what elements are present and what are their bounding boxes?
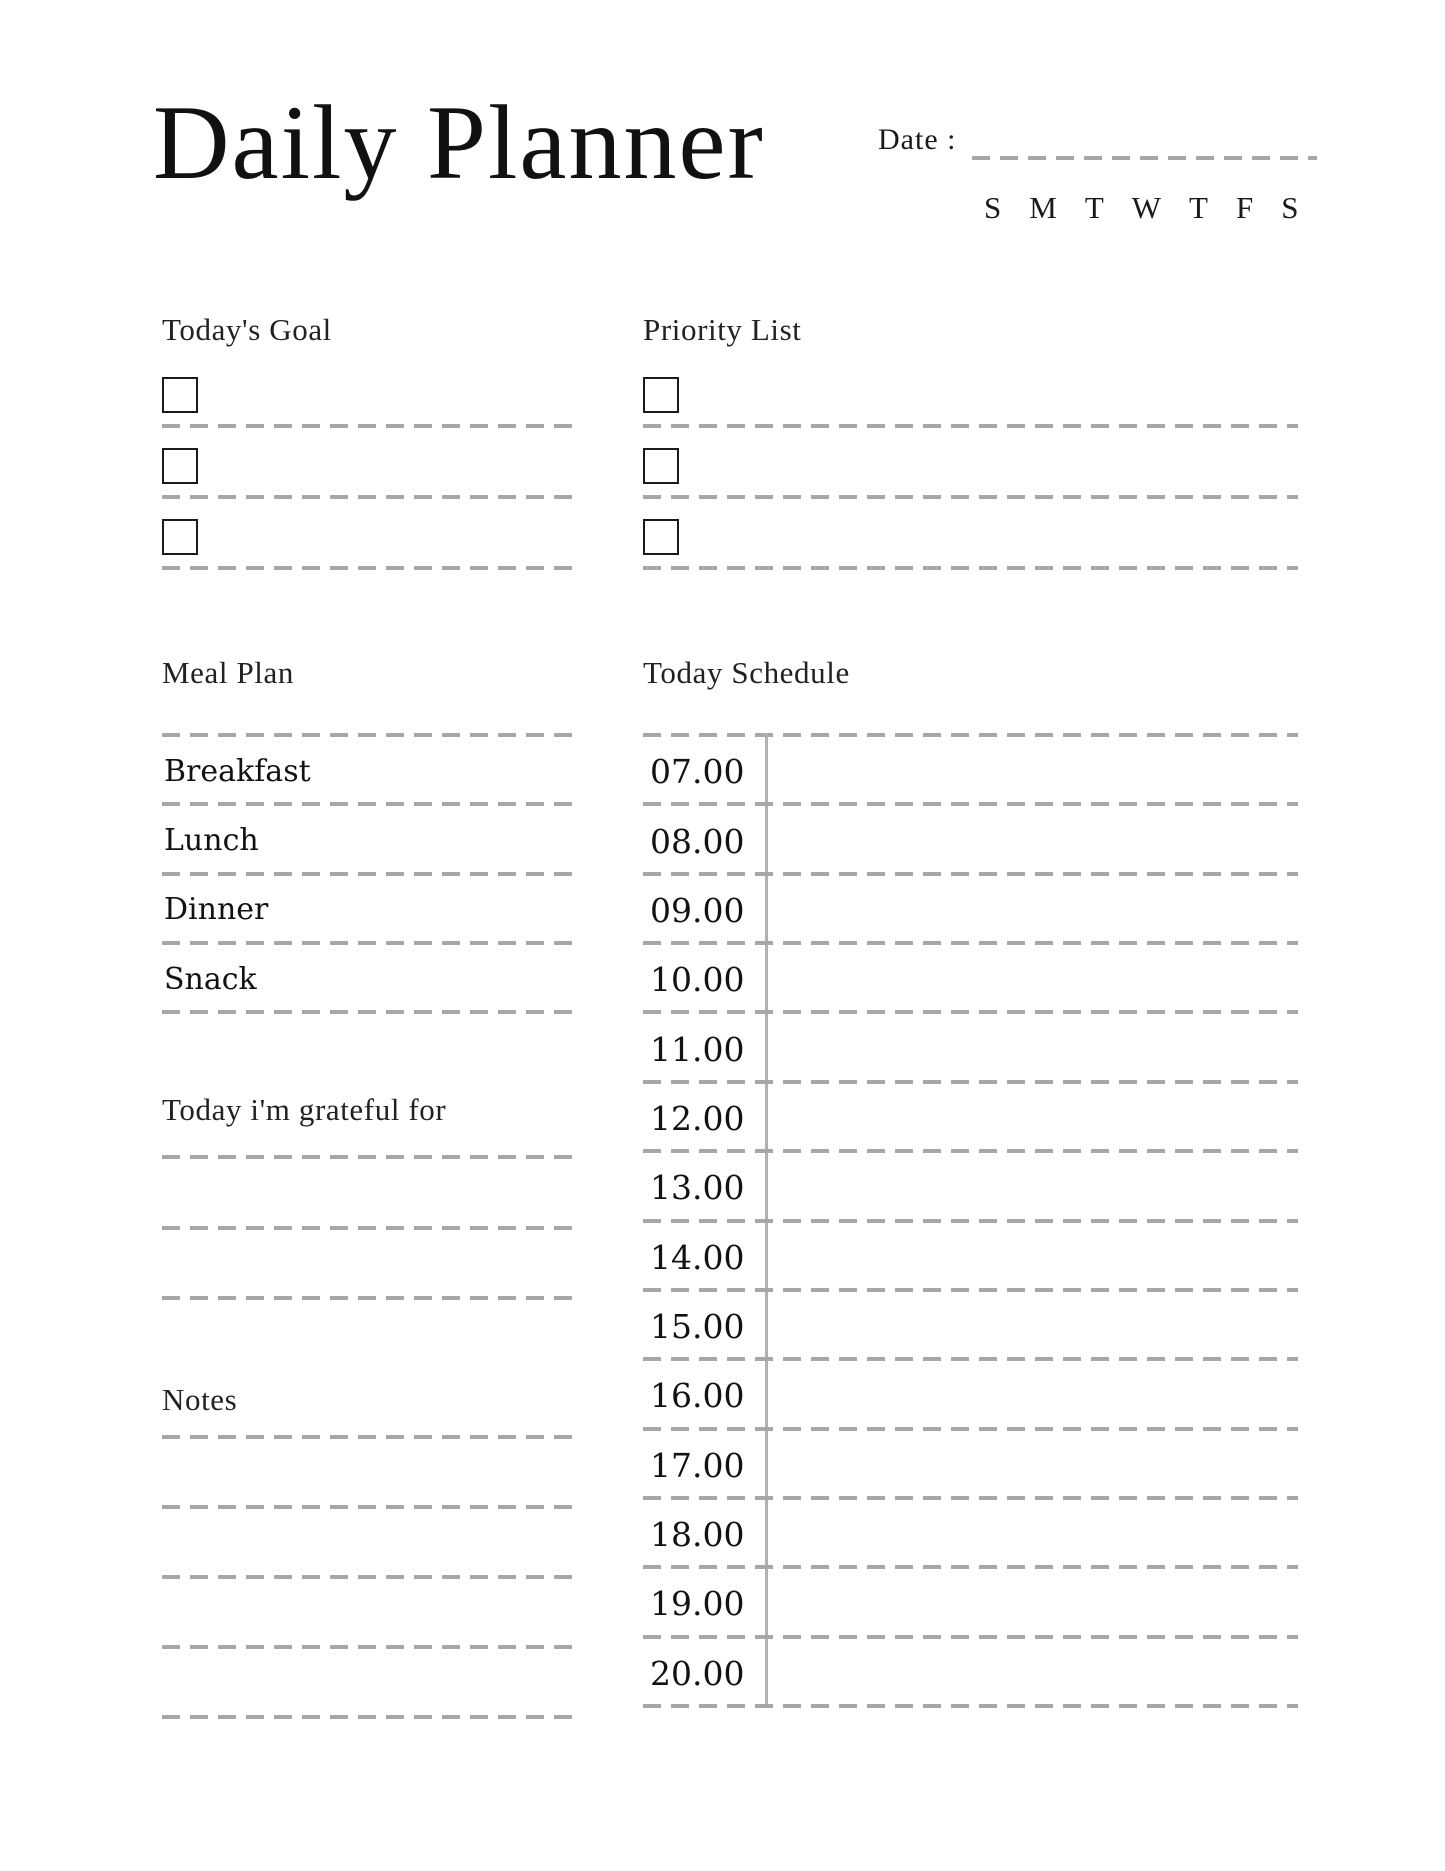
priority-list-section [643, 312, 1298, 589]
schedule-row-line [643, 1704, 1298, 1708]
notes-section [162, 1382, 577, 1719]
schedule-row[interactable] [643, 1431, 1298, 1500]
schedule-row[interactable] [643, 1292, 1298, 1361]
todays-goal-title: Today's Goal [162, 312, 332, 347]
time-label: 12.00 [650, 1098, 745, 1138]
schedule-grid [643, 733, 1298, 1708]
schedule-row[interactable] [643, 1500, 1298, 1569]
time-label: 13.00 [650, 1168, 745, 1208]
notes-lines [162, 1435, 577, 1719]
notes-fill-in-line[interactable] [162, 1715, 577, 1719]
priority-row [643, 448, 1298, 519]
date-label: Date : [878, 123, 957, 156]
grateful-title: Today i'm grateful for [162, 1092, 447, 1127]
page-title: Daily Planner [153, 84, 765, 201]
goal-fill-in-line[interactable] [162, 495, 577, 499]
notes-fill-in-line[interactable] [162, 1645, 577, 1649]
goal-fill-in-line[interactable] [162, 566, 577, 570]
meal-rows [162, 733, 577, 1014]
notes-fill-in-line[interactable] [162, 1435, 577, 1439]
priority-row [643, 377, 1298, 448]
priority-list-title: Priority List [643, 312, 802, 347]
goal-row [162, 377, 577, 448]
meal-label: Dinner [164, 892, 269, 928]
weekday-selector [984, 192, 1298, 223]
priority-rows [643, 377, 1298, 589]
goal-fill-in-line[interactable] [162, 424, 577, 428]
time-label: 20.00 [650, 1653, 745, 1693]
day-letter[interactable]: S [984, 190, 1002, 225]
todays-goal-section [162, 312, 577, 589]
grateful-fill-in-line[interactable] [162, 1226, 577, 1230]
priority-fill-in-line[interactable] [643, 495, 1298, 499]
grateful-fill-in-line[interactable] [162, 1155, 577, 1159]
schedule-row[interactable] [643, 1223, 1298, 1292]
schedule-row[interactable] [643, 737, 1298, 806]
meal-row [162, 737, 577, 806]
time-label: 11.00 [650, 1029, 745, 1069]
schedule-row[interactable] [643, 1153, 1298, 1222]
date-fill-in-line[interactable] [972, 156, 1317, 160]
day-letter[interactable]: M [1029, 190, 1057, 225]
time-label: 19.00 [650, 1584, 745, 1624]
priority-checkbox[interactable] [643, 519, 679, 555]
time-label: 10.00 [650, 960, 745, 1000]
priority-fill-in-line[interactable] [643, 566, 1298, 570]
goal-row [162, 448, 577, 519]
goal-rows [162, 377, 577, 589]
schedule-row[interactable] [643, 876, 1298, 945]
time-label: 07.00 [650, 752, 745, 792]
meal-row [162, 806, 577, 875]
notes-fill-in-line[interactable] [162, 1575, 577, 1579]
goal-row [162, 519, 577, 590]
time-label: 18.00 [650, 1515, 745, 1555]
meal-plan-section [162, 655, 577, 1014]
priority-row [643, 519, 1298, 590]
schedule-row[interactable] [643, 945, 1298, 1014]
notes-title: Notes [162, 1382, 238, 1417]
schedule-row[interactable] [643, 806, 1298, 875]
day-letter[interactable]: S [1281, 190, 1299, 225]
priority-checkbox[interactable] [643, 377, 679, 413]
time-label: 09.00 [650, 890, 745, 930]
grateful-lines [162, 1155, 577, 1300]
schedule-row[interactable] [643, 1014, 1298, 1083]
schedule-row[interactable] [643, 1639, 1298, 1708]
goal-checkbox[interactable] [162, 377, 198, 413]
day-letter[interactable]: T [1084, 190, 1104, 225]
goal-checkbox[interactable] [162, 448, 198, 484]
schedule-row[interactable] [643, 1361, 1298, 1430]
meal-row [162, 876, 577, 945]
notes-fill-in-line[interactable] [162, 1505, 577, 1509]
today-schedule-title: Today Schedule [643, 655, 850, 690]
meal-label: Breakfast [164, 753, 311, 789]
grateful-fill-in-line[interactable] [162, 1296, 577, 1300]
day-letter[interactable]: F [1235, 190, 1254, 225]
schedule-row[interactable] [643, 1084, 1298, 1153]
time-label: 14.00 [650, 1237, 745, 1277]
schedule-row[interactable] [643, 1569, 1298, 1638]
meal-fill-in-line[interactable] [162, 1010, 577, 1014]
time-label: 17.00 [650, 1445, 745, 1485]
meal-row [162, 945, 577, 1014]
grateful-section [162, 1092, 577, 1300]
meal-label: Lunch [164, 822, 259, 858]
priority-fill-in-line[interactable] [643, 424, 1298, 428]
meal-label: Snack [164, 961, 257, 997]
day-letter[interactable]: T [1189, 190, 1208, 225]
time-label: 15.00 [650, 1307, 745, 1347]
time-label: 16.00 [650, 1376, 745, 1416]
time-label: 08.00 [650, 821, 745, 861]
goal-checkbox[interactable] [162, 519, 198, 555]
meal-plan-title: Meal Plan [162, 655, 294, 690]
priority-checkbox[interactable] [643, 448, 679, 484]
today-schedule-section [643, 655, 1298, 1708]
day-letter[interactable]: W [1131, 190, 1162, 225]
